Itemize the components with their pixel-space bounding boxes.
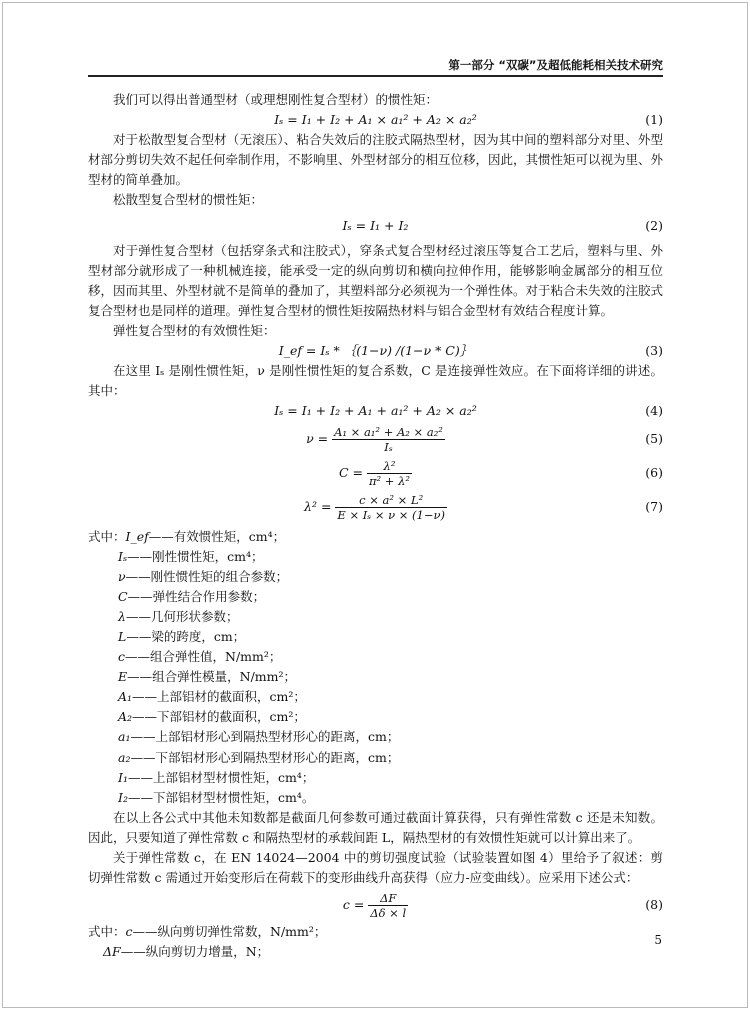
equation-8	[88, 888, 663, 922]
equation-number: (4)	[645, 403, 663, 419]
equation-lhs: λ² =	[304, 498, 332, 514]
equation-number: (1)	[645, 112, 663, 128]
fraction	[335, 493, 447, 522]
fraction	[367, 459, 412, 488]
paragraph: 弹性复合型材的有效惯性矩：	[113, 323, 276, 339]
paragraph: 我们可以得出普通型材（或理想刚性复合型材）的惯性矩：	[113, 92, 439, 107]
equation-number: (6)	[645, 464, 663, 480]
definitions-intro: 式中：	[88, 528, 126, 544]
equation-formula: I_ef = Iₛ * ｛(1−ν) /(1−ν * C)｝	[278, 343, 473, 359]
equation-lhs: c =	[342, 897, 365, 913]
definitions-intro: 式中：	[88, 924, 126, 940]
equation-2	[88, 216, 663, 236]
fraction-numerator: ΔF	[368, 891, 408, 906]
equation-lhs: ν =	[306, 430, 329, 446]
fraction-denominator: π² + λ²	[368, 473, 410, 488]
fraction-denominator: E × Iₛ × ν × (1−ν)	[337, 507, 445, 522]
fraction	[368, 891, 408, 920]
fraction-denominator: Iₛ	[384, 439, 393, 454]
paragraph: 关于弹性常数 c，在 EN 14024—2004 中的剪切强度试验（试验装置如图 4）里给予了叙述：剪切弹性常数 c 需通过开始变形后在荷载下的变形曲线升高获得（应力-应变曲线）。应采用下述公式：	[88, 850, 663, 886]
definition-item: C——弹性结合作用参数；	[118, 588, 266, 604]
definition-item: I₁——上部铝材型材惯性矩，cm⁴；	[118, 769, 315, 785]
equation-formula: Iₛ = I₁ + I₂ + A₁ × a₁² + A₂ × a₂²	[274, 112, 477, 128]
equation-formula: Iₛ = I₁ + I₂ + A₁ + a₁² + A₂ × a₂²	[274, 403, 477, 419]
equation-7	[88, 490, 663, 524]
equation-number: (3)	[645, 343, 663, 359]
paragraph: 在以上各公式中其他未知数都是截面几何参数可通过截面计算获得，只有弹性常数 c 还是未知数。因此，只要知道了弹性常数 c 和隔热型材的承载间距 L，隔热型材的有效惯性矩就可以计算出来了。	[88, 809, 663, 845]
paragraph: 松散型复合型材的惯性矩：	[113, 192, 264, 208]
page-body	[88, 90, 663, 962]
definition-item: L——梁的跨度，cm；	[118, 628, 246, 644]
equation-lhs: C =	[338, 464, 363, 480]
definition-item: a₂——下部铝材形心到隔热型材形心的距离，cm；	[118, 749, 400, 765]
paragraph: 在这里 Iₛ 是刚性惯性矩，ν 是刚性惯性矩的复合系数，C 是连接弹性效应。在下面将详细的讲述。其中：	[88, 363, 663, 399]
definition-item: ν——刚性惯性矩的组合参数；	[118, 568, 289, 584]
definition-item: ΔF——纵向剪切力增量，N；	[103, 944, 270, 960]
definitions-list	[88, 527, 663, 808]
fraction-numerator: λ²	[367, 459, 412, 474]
equation-number: (2)	[645, 217, 663, 233]
definition-item: Iₛ——刚性惯性矩，cm⁴；	[118, 548, 264, 564]
running-title: 第一部分 “双碳”及超低能耗相关技术研究	[448, 58, 663, 72]
definition-item: λ——几何形状参数；	[118, 608, 239, 624]
equation-number: (8)	[645, 897, 663, 913]
fraction-numerator: A₁ × a₁² + A₂ × a₂²	[334, 424, 443, 439]
fraction-denominator: Δδ × l	[370, 906, 407, 921]
definition-item: 式中：I_ef——有效惯性矩，cm⁴；	[88, 528, 286, 544]
paragraph: 对于松散型复合型材（无滚压）、粘合失效后的注胶式隔热型材，因为其中间的塑料部分对里、外型材部分剪切失效不起任何牵制作用，不影响里、外型材部分的相互位移，因此，其惯性矩可以视为里、外型材的简单叠加。	[88, 132, 664, 188]
definition-item: I₂——下部铝材型材惯性矩，cm⁴。	[118, 789, 315, 805]
equation-1	[88, 110, 663, 130]
equation-formula: Iₛ = I₁ + I₂	[342, 217, 409, 233]
definition-item: 式中：c——纵向剪切弹性常数，N/mm²；	[88, 924, 327, 940]
equation-6	[88, 456, 663, 490]
equation-number: (5)	[645, 430, 663, 446]
equation-3	[88, 341, 663, 361]
equation-5	[88, 422, 663, 456]
running-header	[88, 55, 663, 77]
definitions-list-2	[88, 922, 663, 962]
definition-item: E——组合弹性模量，N/mm²；	[118, 669, 296, 685]
definition-item: a₁——上部铝材形心到隔热型材形心的距离，cm；	[118, 729, 400, 745]
paragraph: 对于弹性复合型材（包括穿条式和注胶式），穿条式复合型材经过滚压等复合工艺后，塑料与里、外型材部分就形成了一种机械连接，能承受一定的纵向剪切和横向拉伸作用，能够影响金属部分的相互位移，因而其里、外型材就不是简单的叠加了，其塑料部分必须视为一个弹性体。对于粘合未失效的注胶式复合型材也是同样的道理。弹性复合型材的惯性矩按隔热材料与铝合金型材有效结合程度计算。	[88, 242, 664, 318]
definition-item: A₂——下部铝材的截面积，cm²；	[118, 709, 306, 725]
definition-item: c——组合弹性值，N/mm²；	[118, 649, 282, 665]
equation-number: (7)	[645, 498, 663, 514]
equation-4	[88, 401, 663, 421]
definition-item: A₁——上部铝材的截面积，cm²；	[118, 689, 306, 705]
fraction	[332, 425, 445, 454]
page-number: 5	[654, 933, 662, 947]
fraction-numerator: c × a² × L²	[335, 493, 447, 508]
